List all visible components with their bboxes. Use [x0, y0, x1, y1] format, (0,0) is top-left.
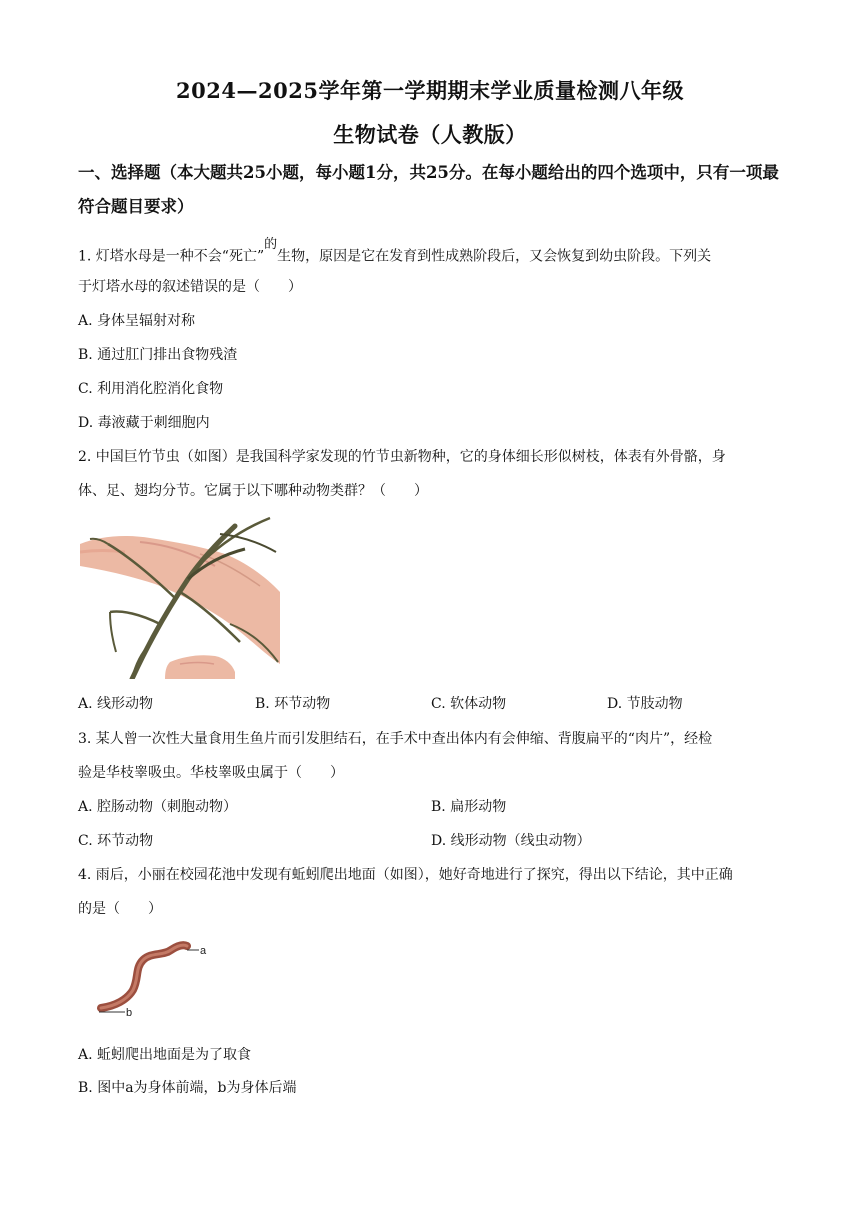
q1-option-d: D. 毒液藏于刺细胞内	[78, 415, 210, 431]
earthworm-label-b: b	[126, 1007, 133, 1019]
section-heading: 一、选择题（本大题共25小题，每小题1分，共25分。在每小题给出的四个选项中，只有一项最符合题目要求）	[78, 163, 779, 216]
earthworm-label-a: a	[200, 945, 207, 957]
q3-option-b: B. 扁形动物	[431, 799, 507, 815]
q1-option-a: A. 身体呈辐射对称	[78, 313, 196, 329]
stick-insect-image	[80, 514, 280, 679]
q2-stem-line1: 2. 中国巨竹节虫（如图）是我国科学家发现的竹节虫新物种，它的身体细长形似树枝，体表有外骨骼，身	[78, 449, 726, 465]
q1-stem-text-a: 1. 灯塔水母是一种不会“死亡”	[78, 248, 265, 265]
q3-option-c: C. 环节动物	[78, 833, 154, 849]
q3-stem-line2: 验是华枝睾吸虫。华枝睾吸虫属于（ ）	[78, 765, 344, 781]
q1-stem-text-b: 生物，原因是它在发育到性成熟阶段后，又会恢复到幼虫阶段。下列关	[277, 248, 712, 265]
q2-stem-line2: 体、足、翅均分节。它属于以下哪种动物类群？（ ）	[78, 483, 428, 499]
q4-option-a: A. 蚯蚓爬出地面是为了取食	[78, 1047, 252, 1063]
q3-stem-line1: 3. 某人曾一次性大量食用生鱼片而引发胆结石，在手术中查出体内有会伸缩、背腹扁平的“肉片”，经检	[78, 731, 713, 747]
q1-stem-superscript: 的	[264, 237, 278, 252]
q4-stem-line1: 4. 雨后，小丽在校园花池中发现有蚯蚓爬出地面（如图），她好奇地进行了探究，得出以下结论，其中正确	[78, 867, 733, 883]
q1-option-b: B. 通过肛门排出食物残渣	[78, 347, 238, 363]
q4-option-b: B. 图中a为身体前端，b为身体后端	[78, 1080, 297, 1096]
q3-option-a: A. 腔肠动物（刺胞动物）	[78, 799, 238, 815]
earthworm-image	[95, 938, 215, 1022]
q1-option-c: C. 利用消化腔消化食物	[78, 381, 224, 397]
q1-stem-line2: 于灯塔水母的叙述错误的是（ ）	[78, 279, 302, 295]
q2-option-c: C. 软体动物	[431, 696, 507, 712]
q3-option-d: D. 线形动物（线虫动物）	[431, 833, 591, 849]
q2-option-a: A. 线形动物	[78, 696, 154, 712]
exam-subtitle: 生物试卷（人教版）	[333, 122, 527, 147]
q1-stem-line1	[78, 237, 712, 266]
q2-option-d: D. 节肢动物	[607, 696, 683, 712]
exam-title: 2024—2025学年第一学期期末学业质量检测八年级	[176, 78, 684, 103]
q4-stem-line2: 的是（ ）	[78, 901, 162, 917]
q2-option-b: B. 环节动物	[255, 696, 331, 712]
